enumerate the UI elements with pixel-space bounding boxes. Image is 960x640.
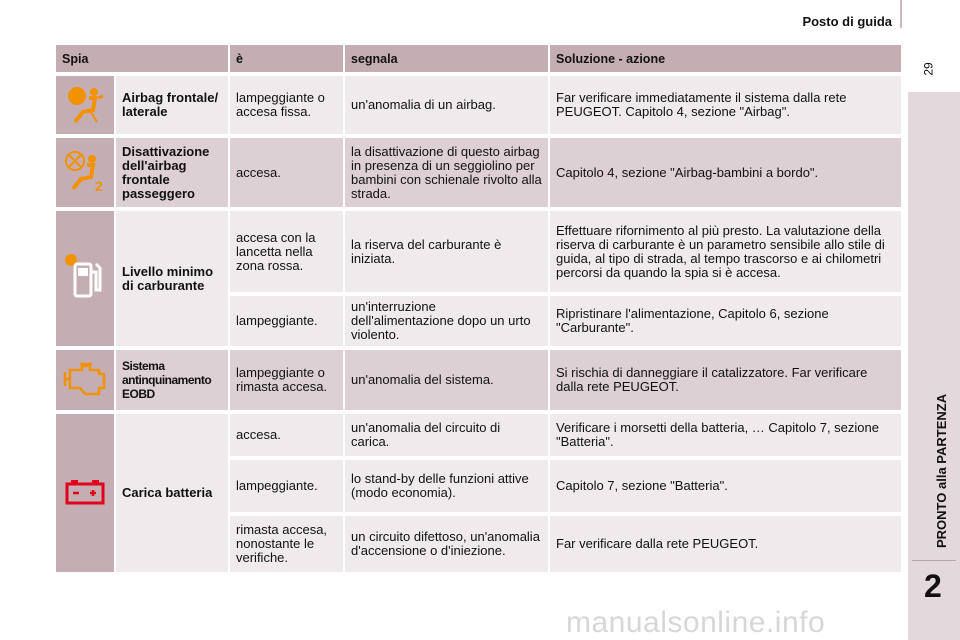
airbag-off-icon <box>56 138 116 207</box>
divider <box>900 0 902 28</box>
state-cell: accesa con la lancetta nella zona rossa. <box>230 211 345 292</box>
state-cell: lampeggiante o accesa fissa. <box>230 76 345 134</box>
table-row <box>56 138 903 207</box>
watermark: manualsonline.info <box>566 606 826 639</box>
signal-cell: un circuito difettoso, un'anomalia d'accensione o d'iniezione. <box>345 516 550 572</box>
action-cell: Far verificare dalla rete PEUGEOT. <box>550 516 903 572</box>
signal-cell: la riserva del carburante è iniziata. <box>345 211 550 292</box>
table-row <box>56 350 903 410</box>
action-cell: Si rischia di danneggiare il catalizzatore. Far verificare dalla rete PEUGEOT. <box>550 350 903 410</box>
action-cell: Effettuare rifornimento al più presto. La valutazione della riserva di carburante è un parametro sensibile allo stile di guida, al tipo di strada, al tempo trascorso e ai chilometri percorsi da quando la spia si è accesa. <box>550 211 903 292</box>
action-cell: Capitolo 4, sezione "Airbag-bambini a bordo". <box>550 138 903 207</box>
table-row <box>56 211 903 292</box>
state-cell: accesa. <box>230 138 345 207</box>
state-cell: accesa. <box>230 414 345 456</box>
state-cell: lampeggiante o rimasta accesa. <box>230 350 345 410</box>
light-name: Airbag frontale/ laterale <box>116 76 230 134</box>
chapter-number: 2 <box>924 568 942 604</box>
table-row <box>56 414 903 456</box>
action-cell: Far verificare immediatamente il sistema dalla rete PEUGEOT. Capitolo 4, sezione "Airbag". <box>550 76 903 134</box>
light-name: Carica batteria <box>116 414 230 572</box>
col-signal: segnala <box>345 45 550 72</box>
svg-text:2: 2 <box>95 178 103 193</box>
signal-cell: un'anomalia di un airbag. <box>345 76 550 134</box>
table-header <box>56 45 903 72</box>
signal-cell: un'anomalia del sistema. <box>345 350 550 410</box>
signal-cell: lo stand-by delle funzioni attive (modo economia). <box>345 460 550 512</box>
signal-cell: un'interruzione dell'alimentazione dopo un urto violento. <box>345 296 550 346</box>
light-name: Disattivazione dell'airbag frontale passeggero <box>116 138 230 207</box>
col-state: è <box>230 45 345 72</box>
page-number: 29 <box>921 62 936 76</box>
action-cell: Ripristinare l'alimentazione, Capitolo 6, sezione "Carburante". <box>550 296 903 346</box>
state-cell: rimasta accesa, nonostante le verifiche. <box>230 516 345 572</box>
table-row <box>56 76 903 134</box>
fuel-icon <box>56 211 116 346</box>
warning-lights-table <box>56 41 903 576</box>
page-section-title: Posto di guida <box>802 14 892 29</box>
engine-icon <box>56 350 116 410</box>
col-spia: Spia <box>56 45 230 72</box>
action-cell: Capitolo 7, sezione "Batteria". <box>550 460 903 512</box>
state-cell: lampeggiante. <box>230 296 345 346</box>
signal-cell: la disattivazione di questo airbag in presenza di un seggiolino per bambini con schienale rivolto alla strada. <box>345 138 550 207</box>
chapter-title: PRONTO alla PARTENZA <box>934 393 949 548</box>
light-name: Livello minimo di carburante <box>116 211 230 346</box>
airbag-icon <box>56 76 116 134</box>
chapter-side-tab <box>908 92 960 640</box>
divider <box>912 560 956 561</box>
battery-icon <box>56 414 116 572</box>
action-cell: Verificare i morsetti della batteria, … Capitolo 7, sezione "Batteria". <box>550 414 903 456</box>
state-cell: lampeggiante. <box>230 460 345 512</box>
signal-cell: un'anomalia del circuito di carica. <box>345 414 550 456</box>
light-name: Sistema antinquinamento EOBD <box>116 350 230 410</box>
col-action: Soluzione - azione <box>550 45 903 72</box>
